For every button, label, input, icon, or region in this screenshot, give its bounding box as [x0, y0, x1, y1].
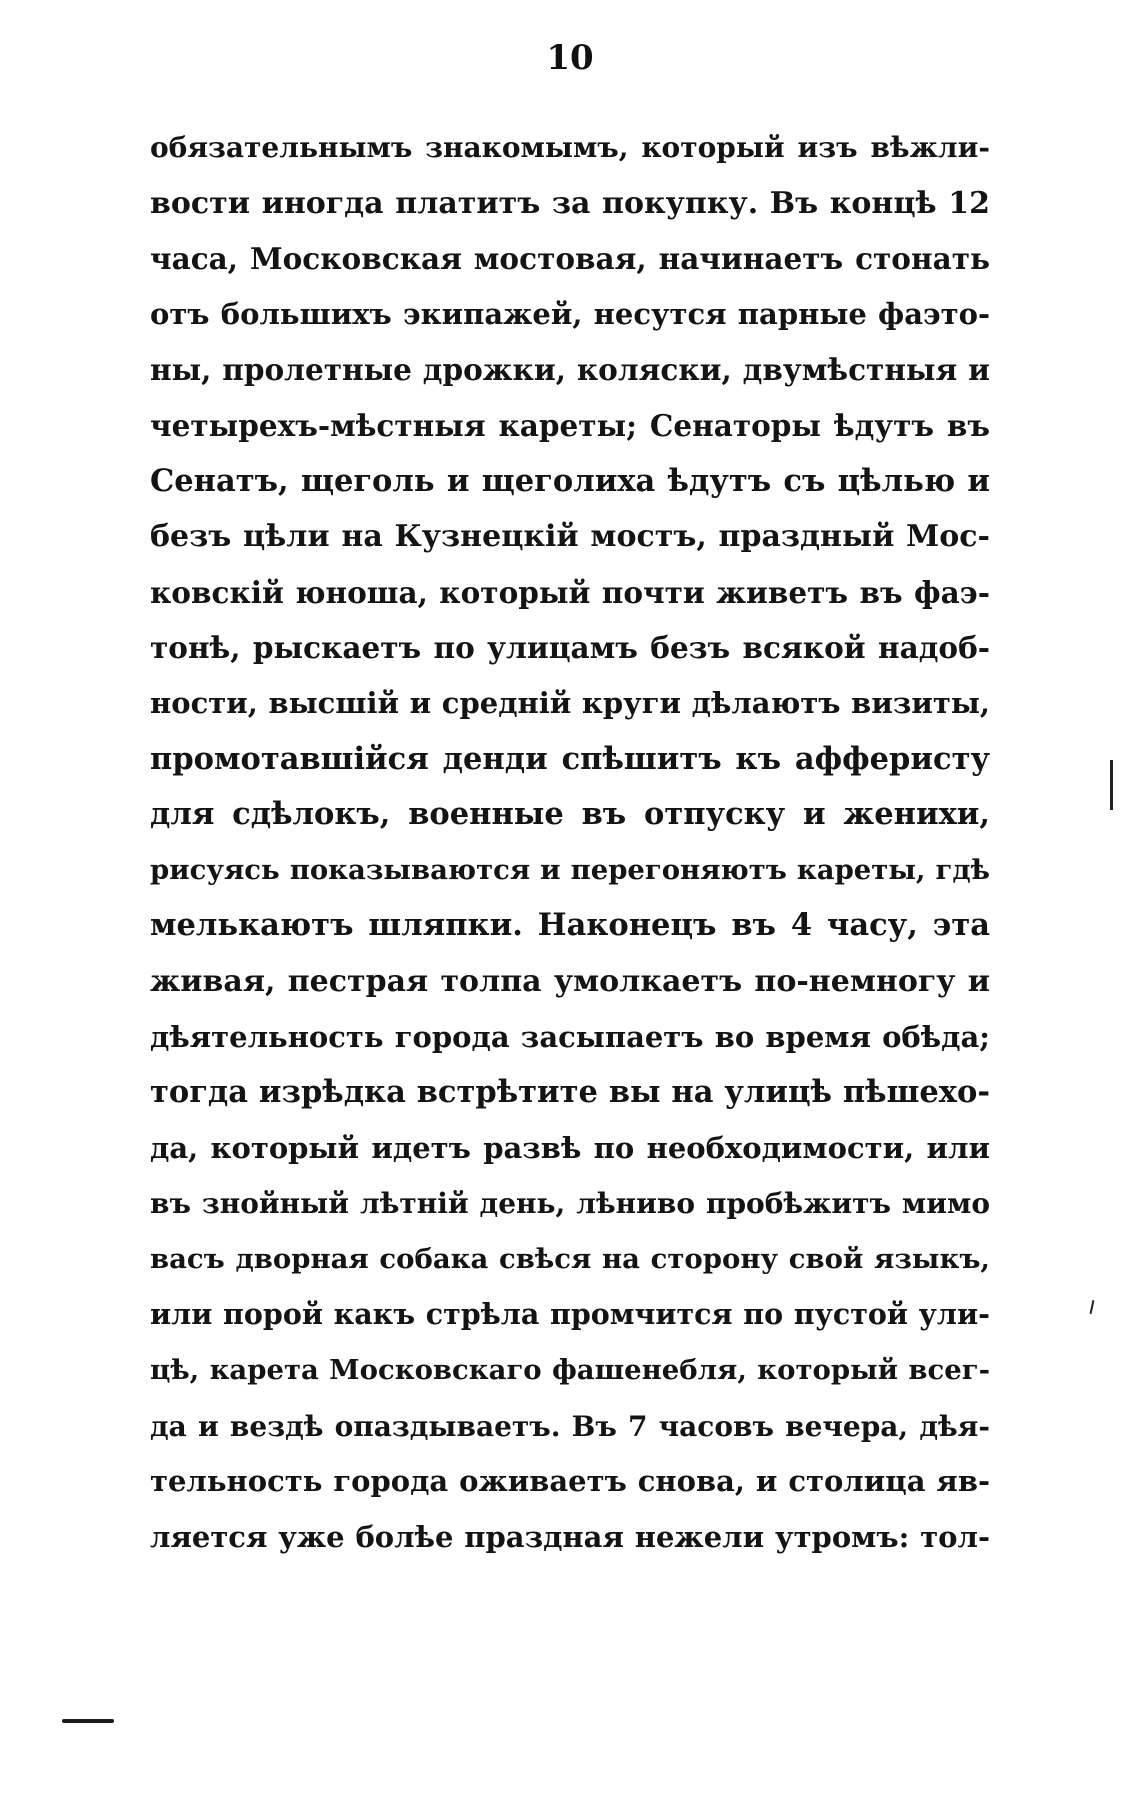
- text-line: да, который идетъ развѣ по необходимости, или: [150, 1130, 990, 1165]
- text-line: обязательнымъ знакомымъ, который изъ вѣжли-: [150, 131, 990, 164]
- text-line: ности, высшій и средній круги дѣлаютъ визиты,: [150, 685, 990, 720]
- text-line: безъ цѣли на Кузнецкій мостъ, праздный Мос-: [150, 519, 990, 555]
- text-line: для сдѣлокъ, военные въ отпуску и женихи,: [150, 796, 990, 833]
- text-line: тонѣ, рыскаетъ по улицамъ безъ всякой надоб-: [150, 630, 990, 666]
- text-line: мелькаютъ шляпки. Наконецъ въ 4 часу, эта: [150, 907, 990, 944]
- text-line: васъ дворная собака свѣся на сторону свой языкъ,: [150, 1242, 990, 1275]
- margin-mark: [1090, 1300, 1095, 1314]
- text-line: часа, Московская мостовая, начинаетъ стонать: [150, 241, 990, 277]
- text-line: ковскій юноша, который почти живетъ въ фаэ-: [150, 574, 990, 610]
- text-line: рисуясь показываются и перегоняютъ кареты, гдѣ: [150, 853, 990, 886]
- body-text: [150, 120, 990, 1565]
- text-line: четырехъ-мѣстныя кареты; Сенаторы ѣдутъ въ: [150, 407, 990, 443]
- text-line: въ знойный лѣтній день, лѣниво пробѣжитъ мимо: [150, 1187, 990, 1221]
- page-number: 10: [546, 38, 594, 78]
- text-line: ляется уже болѣе праздная нежели утромъ: тол-: [150, 1519, 990, 1554]
- margin-mark: [1110, 760, 1113, 810]
- text-line: дѣятельность города засыпаетъ во время обѣда;: [150, 1019, 990, 1054]
- text-line: или порой какъ стрѣла промчится по пустой ули-: [150, 1297, 990, 1332]
- text-line: вости иногда платитъ за покупку. Въ концѣ 12: [150, 185, 990, 221]
- text-line: отъ большихъ экипажей, несутся парные фаэто-: [150, 296, 990, 331]
- footer-rule: [62, 1719, 114, 1723]
- text-line: тельность города оживаетъ снова, и столица яв-: [150, 1464, 990, 1499]
- text-line: промотавшійся денди спѣшитъ къ афферисту: [150, 740, 990, 777]
- text-line: Сенатъ, щеголь и щеголиха ѣдутъ съ цѣлью и: [150, 462, 990, 499]
- text-line: тогда изрѣдка встрѣтите вы на улицѣ пѣшехо-: [150, 1074, 990, 1111]
- text-line: живая, пестрая толпа умолкаетъ по-немногу и: [150, 963, 990, 999]
- text-line: цѣ, карета Московскаго фашенебля, который всег-: [150, 1354, 990, 1387]
- text-line: да и вездѣ опаздываетъ. Въ 7 часовъ вечера, дѣя-: [150, 1409, 990, 1443]
- text-line: ны, пролетные дрожки, коляски, двумѣстныя и: [150, 352, 990, 388]
